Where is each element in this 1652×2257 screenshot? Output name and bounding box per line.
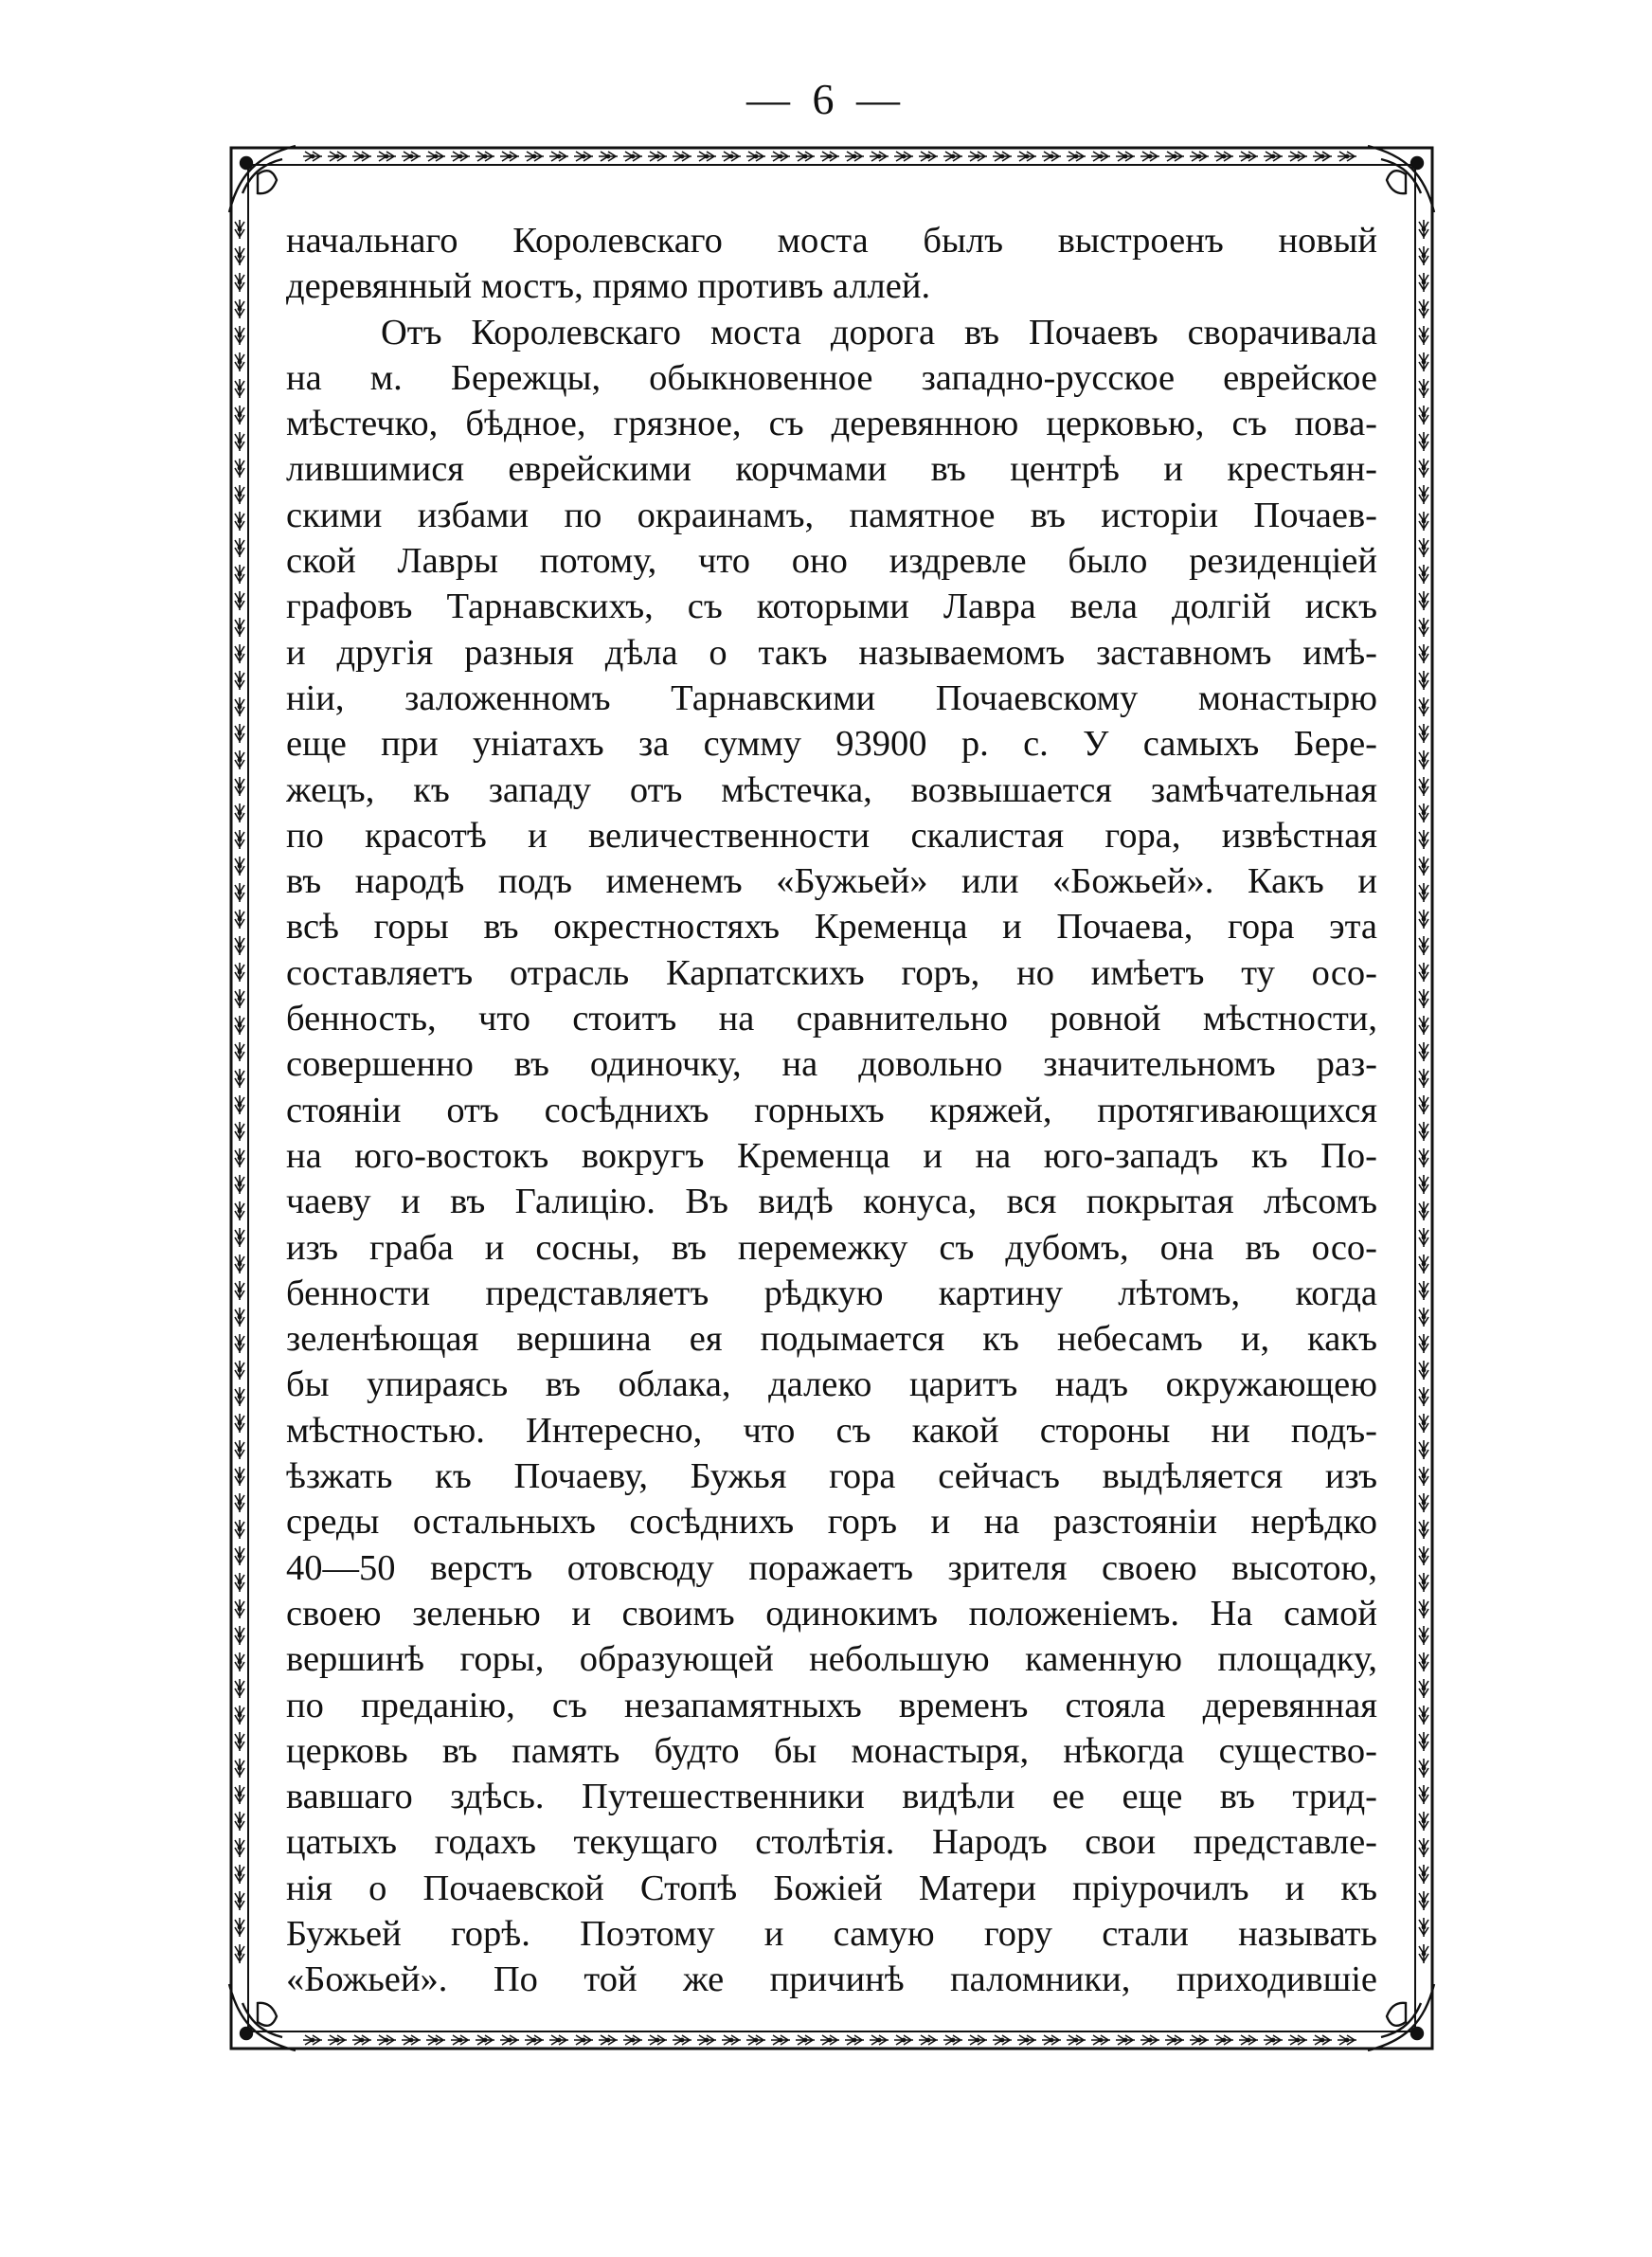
text-line: мѣстностью. Интересно, что съ какой стороны ни подъ- <box>286 1410 1377 1451</box>
text-line: бы упираясь въ облака, далеко царитъ надъ окружающею <box>286 1364 1377 1405</box>
text-line: начальнаго Королевскаго моста былъ выстроенъ новый <box>286 221 1377 261</box>
text-line: ской Лавры потому, что оно издревле было резиденціей <box>286 541 1377 582</box>
text-line: деревянный мостъ, прямо противъ аллей. <box>286 266 931 307</box>
ornament-top-band <box>303 152 1356 161</box>
text-line: зеленѣющая вершина ея подымается къ небесамъ и, какъ <box>286 1319 1377 1360</box>
text-line: бенности представляетъ рѣдкую картину лѣтомъ, когда <box>286 1273 1377 1313</box>
text-line: церковь въ память будто бы монастыря, нѣкогда существо- <box>286 1730 1377 1771</box>
text-line: жецъ, къ западу отъ мѣстечка, возвышается замѣчательная <box>286 769 1377 810</box>
text-line: вершинѣ горы, образующей небольшую каменную площадку, <box>286 1639 1377 1680</box>
text-line: бенность, что стоитъ на сравнительно ровной мѣстности, <box>286 999 1377 1039</box>
text-line: графовъ Тарнавскихъ, съ которыми Лавра вела долгій искъ <box>286 587 1377 627</box>
text-line: на юго-востокъ вокругъ Кременца и на юго-западъ къ По- <box>286 1135 1377 1176</box>
text-line: мѣстечко, бѣдное, грязное, съ деревянною церковью, съ пова- <box>286 404 1377 444</box>
text-line: среды остальныхъ сосѣднихъ горъ и на разстояніи нерѣдко <box>286 1502 1377 1543</box>
text-line: цатыхъ годахъ текущаго столѣтія. Народъ свои представле- <box>286 1822 1377 1863</box>
text-line: въ народѣ подъ именемъ «Бужьей» или «Божьей». Какъ и <box>286 861 1377 902</box>
text-line: 40—50 верстъ отовсюду поражаетъ зрителя своею высотою, <box>286 1547 1377 1588</box>
text-line: всѣ горы въ окрестностяхъ Кременца и Почаева, гора эта <box>286 907 1377 948</box>
text-line: составляетъ отрасль Карпатскихъ горъ, но имѣетъ ту осо- <box>286 952 1377 993</box>
text-line: ніи, заложенномъ Тарнавскими Почаевскому монастырю <box>286 677 1377 718</box>
text-line: совершенно въ одиночку, на довольно значительномъ раз- <box>286 1044 1377 1085</box>
text-line: вавшаго здѣсь. Путешественники видѣли ее еще въ трид- <box>286 1777 1377 1817</box>
text-line: и другія разныя дѣла о такъ называемомъ заставномъ имѣ- <box>286 632 1377 673</box>
text-line: Отъ Королевскаго моста дорога въ Почаевъ сворачивала <box>381 312 1377 352</box>
text-line: скими избами по окраинамъ, памятное въ исторіи Почаев- <box>286 495 1377 535</box>
text-line: своею зеленью и своимъ одинокимъ положеніемъ. На самой <box>286 1593 1377 1634</box>
text-line: лившимися еврейскими корчмами въ центрѣ и крестьян- <box>286 449 1377 490</box>
text-line: на м. Бережцы, обыкновенное западно-русское еврейское <box>286 357 1377 398</box>
text-line: по красотѣ и величественности скалистая гора, извѣстная <box>286 815 1377 856</box>
text-line: стояніи отъ сосѣднихъ горныхъ кряжей, протягивающихся <box>286 1090 1377 1130</box>
text-line: нія о Почаевской Стопѣ Божіей Матери пріурочилъ и къ <box>286 1868 1377 1908</box>
text-line: еще при уніатахъ за сумму 93900 р. с. У самыхъ Бере- <box>286 724 1377 765</box>
text-line: по преданію, съ незапамятныхъ временъ стояла деревянная <box>286 1685 1377 1725</box>
text-line: ѣзжать къ Почаеву, Бужья гора сейчасъ выдѣляется изъ <box>286 1456 1377 1497</box>
text-line: «Божьей». По той же причинѣ паломники, приходившіе <box>286 1959 1377 2000</box>
ornament-bottom-band <box>303 2035 1356 2045</box>
ornament-left-band <box>235 220 244 1963</box>
text-line: чаеву и въ Галицію. Въ видѣ конуса, вся покрытая лѣсомъ <box>286 1182 1377 1222</box>
text-line: изъ граба и сосны, въ перемежку съ дубомъ, она въ осо- <box>286 1227 1377 1268</box>
page-number: — 6 — <box>746 75 906 123</box>
ornament-right-band <box>1419 220 1428 1963</box>
body-text <box>286 218 1377 2003</box>
text-line: Бужьей горѣ. Поэтому и самую гору стали называть <box>286 1913 1377 1954</box>
